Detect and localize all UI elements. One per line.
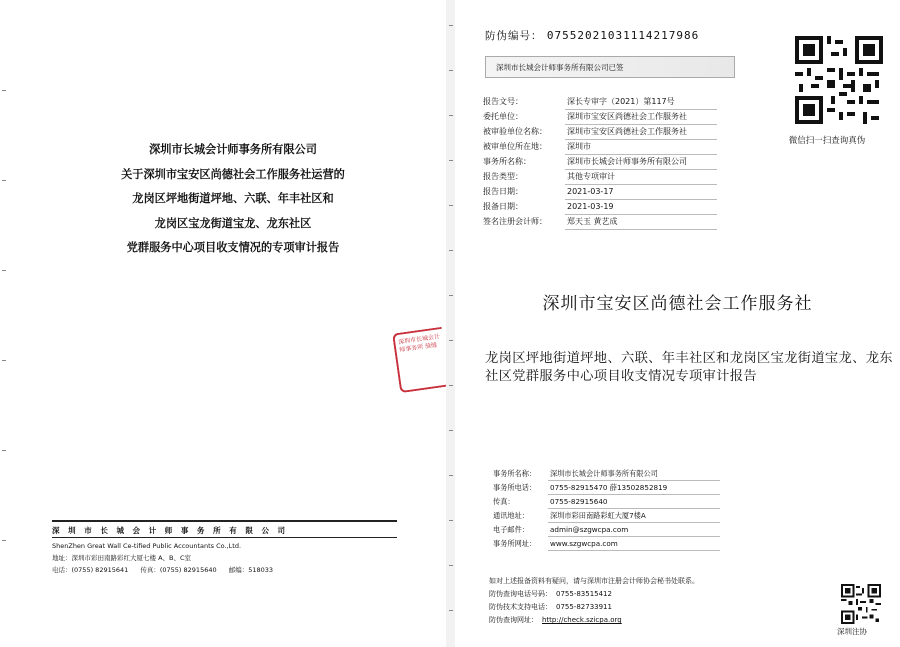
- table-row: [483, 95, 717, 110]
- firm-name-cn: 深 圳 市 长 城 会 计 师 事 务 所 有 限 公 司: [52, 526, 289, 535]
- website-link[interactable]: www.szgwcpa.com: [548, 537, 720, 551]
- field-value: 深圳市宝安区尚德社会工作服务社: [565, 110, 717, 125]
- field-value: 深圳市: [565, 140, 717, 155]
- field-label: 电子邮件：: [493, 525, 529, 534]
- field-label: 报告日期：: [483, 187, 523, 196]
- verification-qr-code[interactable]: [795, 36, 883, 124]
- verify-row: [489, 614, 699, 627]
- field-label: 被审验单位名称：: [483, 127, 547, 136]
- field-value: 其他专项审计: [565, 170, 717, 185]
- field-label: 传真：: [493, 497, 515, 506]
- table-row: [493, 495, 720, 509]
- anti-fake-label: 防伪编号：: [485, 30, 543, 42]
- field-label: 报备日期：: [483, 202, 523, 211]
- field-label: 委托单位：: [483, 112, 523, 121]
- field-value: 深圳市彩田南路彩虹大厦7楼A: [548, 509, 720, 523]
- table-row: [493, 509, 720, 523]
- scan-edge-marks: [0, 0, 10, 647]
- verify-label: 防伪查询电话号码：: [489, 590, 552, 598]
- signed-banner: 深圳市长城会计师事务所有限公司已签: [485, 56, 735, 78]
- field-label: 事务所名称：: [493, 469, 537, 479]
- field-value: 0755-82915640: [548, 495, 720, 509]
- table-row: [483, 200, 717, 215]
- firm-phone: 电话：(0755) 82915641: [52, 566, 129, 574]
- field-value: 2021-03-17: [565, 185, 717, 200]
- firm-contact-line: [52, 564, 397, 576]
- verify-label: 防伪查询网址：: [489, 616, 538, 624]
- cover-title-line: 深圳市长城会计师事务所有限公司: [149, 143, 317, 156]
- field-value: 深圳市宝安区尚德社会工作服务社: [565, 125, 717, 140]
- client-title: 深圳市宝安区尚德社会工作服务社: [542, 294, 813, 314]
- report-info-page: [455, 0, 900, 647]
- verify-row: [489, 601, 699, 614]
- field-label: 事务所电话：: [493, 483, 537, 492]
- table-row: [483, 215, 717, 230]
- table-row: [493, 537, 720, 551]
- field-label: 报告类型：: [483, 172, 523, 181]
- field-label: 事务所名称：: [483, 157, 531, 166]
- table-row: [483, 170, 717, 185]
- verify-note: 如对上述报备资料有疑问，请与深圳市注册会计师协会秘书处联系。: [489, 577, 699, 585]
- verify-value: 0755-82733911: [556, 603, 612, 611]
- field-label: 通讯地址：: [493, 511, 529, 520]
- cicpa-qr-code[interactable]: [841, 584, 881, 624]
- anti-fake-code: 07552021031114217986: [546, 29, 700, 42]
- firm-footer: [52, 520, 397, 576]
- report-subtitle: 龙岗区坪地街道坪地、六联、年丰社区和龙岗区宝龙街道宝龙、龙东社区党群服务中心项目收支情况专项审计报告: [485, 351, 893, 384]
- seal-stamp: 深圳市长城会计师事务所 骑缝: [392, 327, 446, 393]
- firm-contact-table: [493, 467, 720, 551]
- table-row: [483, 110, 717, 125]
- report-info-table: [483, 95, 717, 230]
- table-row: [483, 140, 717, 155]
- field-value: 深长专审字（2021）第117号: [565, 95, 717, 110]
- table-row: [483, 185, 717, 200]
- table-row: [483, 125, 717, 140]
- cover-title-line: 党群服务中心项目收支情况的专项审计报告: [126, 241, 340, 254]
- field-value: 2021-03-19: [565, 200, 717, 215]
- verify-value: 0755-83515412: [556, 590, 612, 598]
- verify-row: [489, 588, 699, 601]
- field-value: 郑天玉 黄艺成: [565, 215, 717, 230]
- qr-caption: 微信扫一扫查询真伪: [788, 136, 866, 146]
- field-label: 签名注册会计师：: [483, 217, 547, 226]
- footer-rule: [52, 537, 397, 538]
- firm-fax: 传真：(0755) 82915640: [140, 566, 217, 574]
- firm-postcode: 邮编：518033: [228, 566, 274, 574]
- table-row: [493, 467, 720, 481]
- field-label: 被审单位所在地：: [483, 142, 547, 151]
- firm-address: 地址：深圳市彩田南路彩红大厦七楼 A、B、C室: [52, 554, 192, 562]
- report-cover-page: [0, 0, 446, 647]
- email-link[interactable]: admin@szgwcpa.com: [548, 523, 720, 537]
- cover-title-line: 龙岗区宝龙街道宝龙、龙东社区: [154, 216, 312, 230]
- verify-label: 防伪技术支持电话：: [489, 603, 552, 611]
- cover-title-line: 关于深圳市宝安区尚德社会工作服务社运营的: [121, 167, 345, 181]
- anti-fake-number: [485, 28, 699, 43]
- cicpa-qr-caption: 深圳注协: [837, 627, 867, 636]
- cover-title-line: 龙岗区坪地街道坪地、六联、年丰社区和: [132, 192, 334, 205]
- footer-rule: [52, 520, 397, 522]
- field-label: 报告文号：: [483, 97, 523, 107]
- field-value: 0755-82915470 薛13502852819: [548, 481, 720, 495]
- field-label: 事务所网址：: [493, 539, 537, 548]
- table-row: [493, 481, 720, 495]
- field-value: 深圳市长城会计师事务所有限公司: [548, 467, 720, 481]
- table-row: [483, 155, 717, 170]
- cover-title: [118, 138, 348, 261]
- table-row: [493, 523, 720, 537]
- firm-name-en: ShenZhen Great Wall Ce-tified Public Accountants Co.,Ltd.: [52, 542, 242, 550]
- verification-info: [489, 575, 699, 627]
- field-value: 深圳市长城会计师事务所有限公司: [565, 155, 717, 170]
- verify-url-link[interactable]: http://check.szicpa.org: [542, 616, 622, 624]
